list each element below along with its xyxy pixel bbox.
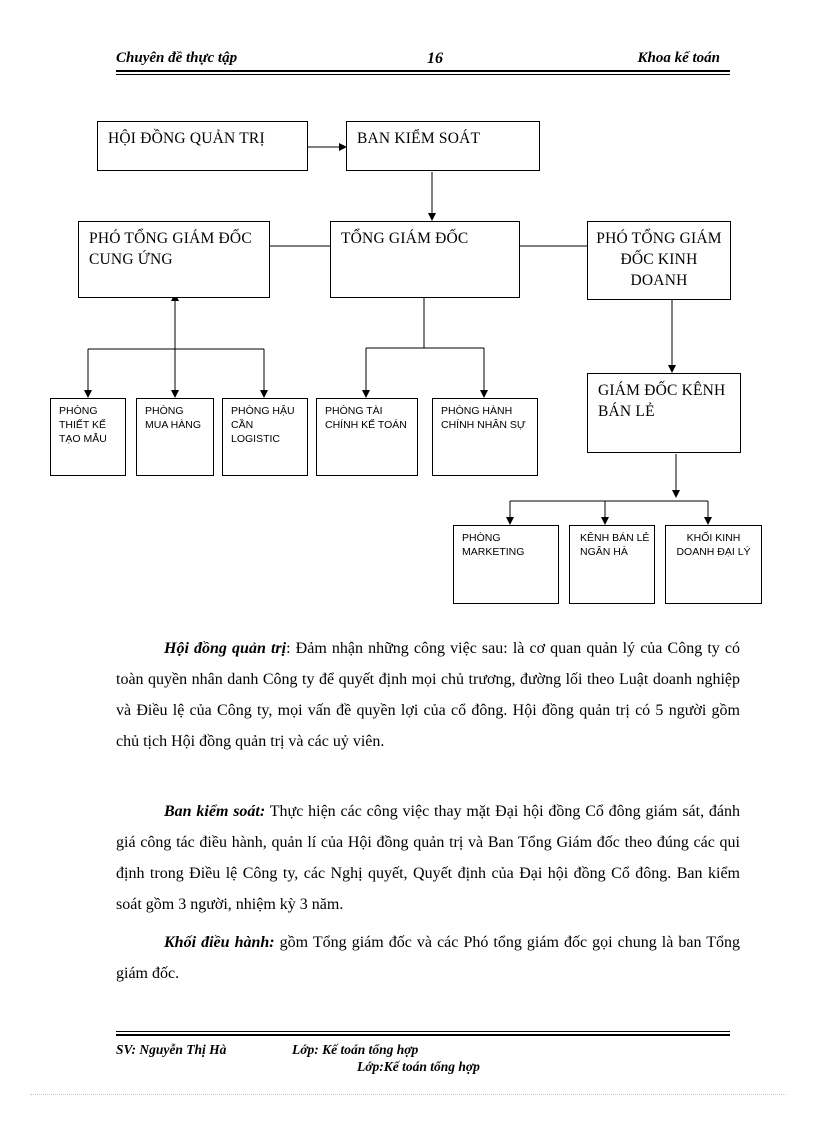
- box-phong-mua-hang: [136, 398, 214, 476]
- footer-rule: [116, 1034, 730, 1036]
- box-phong-tai-chinh-label: PHÒNG TÀI CHÍNH KẾ TOÁN: [325, 405, 407, 431]
- paragraph-text: : Đảm nhận những công việc sau: là cơ quan quản lý của Công ty có toàn quyền nhân danh Công ty để quyết định mọi chủ trương, đường lối theo Luật doanh nghiệp và Điều lệ của Công ty, mọi vấn đề quyền lợi của cổ đông. Hội đồng quản trị có 5 người gồm chủ tịch Hội đồng quản trị và các uỷ viên.: [116, 640, 741, 750]
- box-pho-tgd-kinh-doanh-label: PHÓ TỔNG GIÁM ĐỐC KINH DOANH: [596, 230, 722, 289]
- box-phong-thiet-ke: [50, 398, 126, 476]
- box-phong-marketing-label: PHÒNG MARKETING: [462, 532, 525, 558]
- paragraph-lead: Hội đồng quản trị: [164, 640, 287, 657]
- page-bottom-dotted-rule: [30, 1094, 786, 1095]
- paragraph-khoi-dieu-hanh: [116, 927, 740, 989]
- footer-class-repeat: Lớp:Kế toán tổng hợp: [357, 1059, 480, 1074]
- paragraph-text: gồm Tổng giám đốc và các Phó tổng giám đốc gọi chung là ban Tổng giám đốc.: [116, 934, 741, 982]
- box-pho-tgd-kinh-doanh: [587, 221, 731, 300]
- footer-class: Lớp: Kế toán tổng hợp: [292, 1042, 419, 1057]
- box-phong-hau-can: [222, 398, 308, 476]
- box-hoi-dong-label: HỘI ĐỒNG QUẢN TRỊ: [108, 130, 265, 147]
- box-hoi-dong-quan-tri: [97, 121, 308, 171]
- box-tong-giam-doc-label: TỔNG GIÁM ĐỐC: [341, 230, 469, 247]
- box-giam-doc-kenh-label: GIÁM ĐỐC KÊNH BÁN LẺ: [598, 382, 726, 420]
- footer-student: SV: Nguyễn Thị Hà: [116, 1042, 227, 1057]
- box-pho-tgd-cung-ung: [78, 221, 270, 298]
- paragraph-ban-kiem-soat: [116, 796, 740, 920]
- footer-rule-thin: [116, 1031, 730, 1032]
- box-tong-giam-doc: [330, 221, 520, 298]
- box-kenh-ban-le-label: KÊNH BÁN LẺ NGÂN HÀ: [580, 532, 650, 558]
- box-giam-doc-kenh-ban-le: [587, 373, 741, 453]
- box-phong-marketing: [453, 525, 559, 604]
- header-right: Khoa kế toán: [637, 50, 720, 66]
- box-phong-mua-hang-label: PHÒNG MUA HÀNG: [145, 405, 202, 431]
- paragraph-lead: Khối điều hành:: [164, 934, 275, 951]
- box-phong-hanh-chinh: [432, 398, 538, 476]
- page-number: 16: [427, 50, 443, 67]
- header-left: Chuyên đề thực tập: [116, 50, 238, 66]
- box-pho-tgd-cung-ung-label: PHÓ TỔNG GIÁM ĐỐC CUNG ỨNG: [89, 230, 252, 268]
- box-khoi-kinh-doanh-label: KHỐI KINH DOANH ĐẠI LÝ: [676, 532, 751, 558]
- paragraph-lead: Ban kiểm soát:: [164, 803, 266, 820]
- box-khoi-kinh-doanh: [665, 525, 762, 604]
- box-kenh-ban-le: [569, 525, 655, 604]
- box-ban-kiem-soat-label: BAN KIỂM SOÁT: [357, 130, 481, 147]
- box-phong-hanh-chinh-label: PHÒNG HÀNH CHÍNH NHÂN SỰ: [441, 405, 526, 431]
- box-phong-tai-chinh: [316, 398, 418, 476]
- box-phong-hau-can-label: PHÒNG HẬU CẦN LOGISTIC: [231, 405, 295, 445]
- box-phong-thiet-ke-label: PHÒNG THIẾT KẾ TẠO MẪU: [59, 405, 107, 445]
- box-ban-kiem-soat: [346, 121, 540, 171]
- paragraph-text: Thực hiện các công việc thay mặt Đại hội đồng Cổ đông giám sát, đánh giá công tác điều hành, quản lí của Hội đồng quản trị và Ban Tổng Giám đốc theo đúng các qui định trong Điều lệ Công ty, các Nghị quyết, Quyết định của Đại hội đồng Cổ đông. Ban kiểm soát gồm 3 người, nhiệm kỳ 3 năm.: [116, 803, 741, 913]
- paragraph-hoi-dong-quan-tri: [116, 633, 740, 757]
